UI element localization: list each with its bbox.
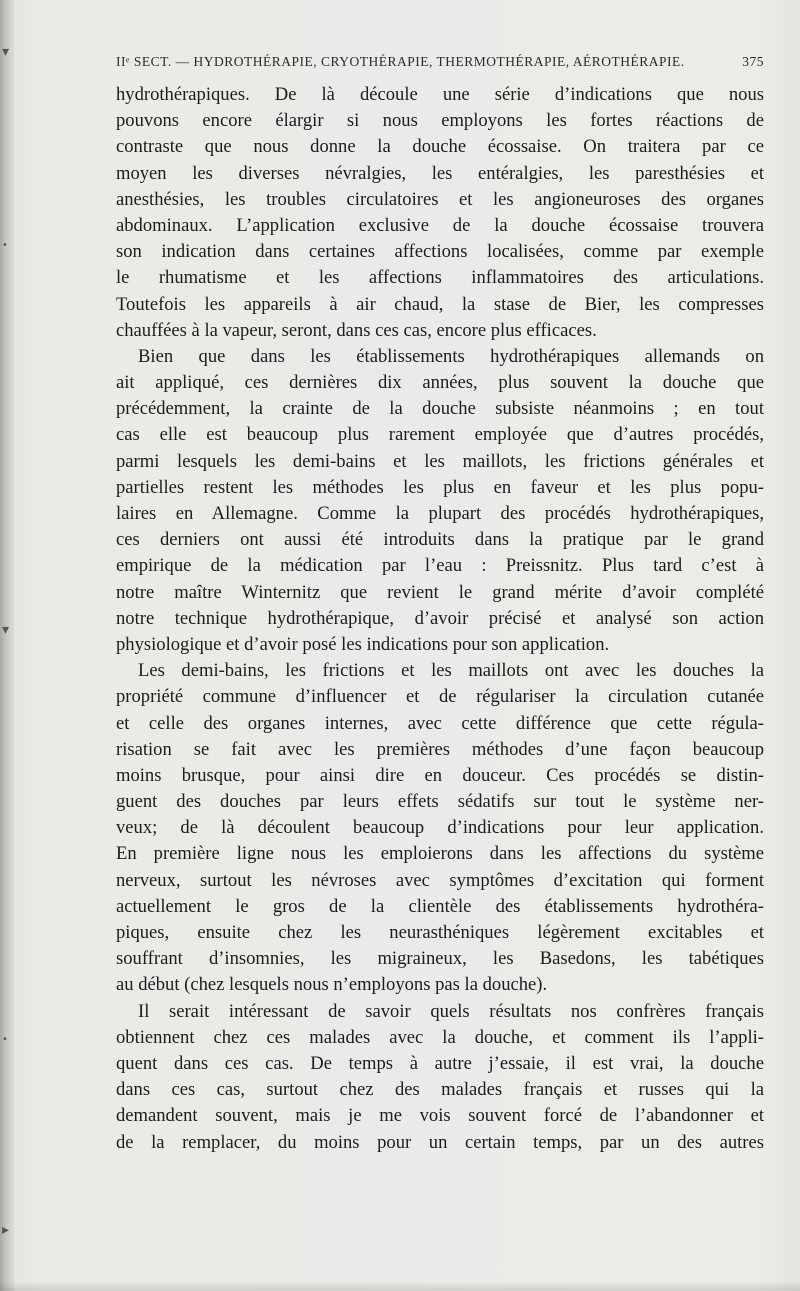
page-bottom-shadow: [0, 1281, 800, 1291]
text-line: précédemment, la crainte de la douche subsiste néanmoins ; en tout: [116, 398, 764, 420]
margin-mark-icon: ▾: [2, 622, 10, 638]
text-line: de la remplacer, du moins pour un certain temps, par un des autres: [116, 1131, 764, 1153]
paragraph: [116, 344, 764, 658]
text-line: guent des douches par leurs effets sédatifs sur tout le système ner-: [116, 791, 764, 813]
page-number: 375: [742, 54, 764, 69]
section-title: IIᵉ SECT. — HYDROTHÉRAPIE, CRYOTHÉRAPIE, THERMOTHÉRAPIE, AÉROTHÉRAPIE.: [116, 54, 685, 69]
text-line: partielles restent les méthodes les plus en faveur et les plus popu-: [116, 476, 764, 498]
text-line: demandent souvent, mais je me vois souvent forcé de l’abandonner et: [116, 1105, 764, 1127]
text-line: notre maître Winternitz que revient le grand mérite d’avoir complété: [116, 581, 764, 603]
text-line: veux; de là découlent beaucoup d’indications pour leur application.: [116, 817, 764, 839]
text-line: abdominaux. L’application exclusive de la douche écossaise trouvera: [116, 214, 764, 236]
text-line: empirique de la médication par l’eau : Preissnitz. Plus tard c’est à: [116, 555, 764, 577]
text-line: laires en Allemagne. Comme la plupart des procédés hydrothérapiques,: [116, 503, 764, 524]
text-line: En première ligne nous les emploierons dans les affections du système: [116, 843, 764, 865]
text-line: hydrothérapiques. De là découle une série d’indications que nous: [116, 84, 764, 105]
text-line: Les demi-bains, les frictions et les maillots ont avec les douches la: [138, 660, 764, 682]
text-line: pouvons encore élargir si nous employons les fortes réactions de: [116, 110, 764, 132]
text-line: cas elle est beaucoup plus rarement employée que d’autres procédés,: [116, 424, 764, 446]
running-head: [116, 54, 764, 70]
body-text: [116, 82, 764, 1156]
text-line: ces derniers ont aussi été introduits dans la pratique par le grand: [116, 529, 764, 551]
text-line: obtiennent chez ces malades avec la douche, et comment ils l’appli-: [116, 1026, 764, 1048]
text-line: Il serait intéressant de savoir quels résultats nos confrères français: [138, 1000, 764, 1022]
text-line: nerveux, surtout les névroses avec symptômes d’excitation qui forment: [116, 869, 764, 891]
text-line: au début (chez lesquels nous n’employons pas la douche).: [116, 974, 548, 996]
text-line: notre technique hydrothérapique, d’avoir précisé et analysé son action: [116, 607, 764, 629]
text-line: risation se fait avec les premières méthodes d’une façon beaucoup: [116, 738, 764, 760]
text-line: propriété commune d’influencer et de régulariser la circulation cutanée: [116, 686, 764, 708]
text-line: Bien que dans les établissements hydrothérapiques allemands on: [138, 345, 764, 367]
text-line: contraste que nous donne la douche écossaise. On traitera par ce: [116, 136, 764, 158]
paragraph: [116, 658, 764, 998]
text-line: souffrant d’insomnies, les migraineux, les Basedons, les tabétiques: [116, 948, 764, 970]
paragraph: [116, 999, 764, 1156]
margin-mark-icon: •: [2, 1034, 8, 1045]
paragraph: [116, 82, 764, 344]
text-line: anesthésies, les troubles circulatoires et les angioneuroses des organes: [116, 188, 764, 210]
text-line: dans ces cas, surtout chez des malades français et russes qui la: [116, 1079, 764, 1101]
text-line: actuellement le gros de la clientèle des établissements hydrothéra-: [116, 895, 764, 917]
margin-mark-icon: ▾: [2, 44, 10, 60]
text-line: ait appliqué, ces dernières dix années, plus souvent la douche que: [116, 372, 764, 394]
text-line: piques, ensuite chez les neurasthéniques légèrement excitables et: [116, 922, 764, 943]
text-line: parmi lesquels les demi-bains et les maillots, les frictions générales et: [116, 450, 764, 472]
margin-mark-icon: ▸: [2, 1222, 10, 1238]
text-line: quent dans ces cas. De temps à autre j’essaie, il est vrai, la douche: [116, 1052, 764, 1074]
margin-mark-icon: •: [2, 240, 8, 251]
text-line: physiologique et d’avoir posé les indications pour son application.: [116, 633, 610, 655]
text-line: le rhumatisme et les affections inflammatoires des articulations.: [116, 267, 764, 289]
text-line: moins brusque, pour ainsi dire en douceur. Ces procédés se distin-: [116, 764, 764, 786]
page-binding-edge: [0, 0, 14, 1291]
text-line: son indication dans certaines affections localisées, comme par exemple: [116, 241, 764, 263]
text-line: moyen les diverses névralgies, les entéralgies, les paresthésies et: [116, 162, 764, 184]
text-line: et celle des organes internes, avec cette différence que cette régula-: [116, 712, 764, 734]
text-line: chauffées à la vapeur, seront, dans ces cas, encore plus efficaces.: [116, 319, 597, 341]
text-line: Toutefois les appareils à air chaud, la stase de Bier, les compresses: [116, 293, 764, 315]
